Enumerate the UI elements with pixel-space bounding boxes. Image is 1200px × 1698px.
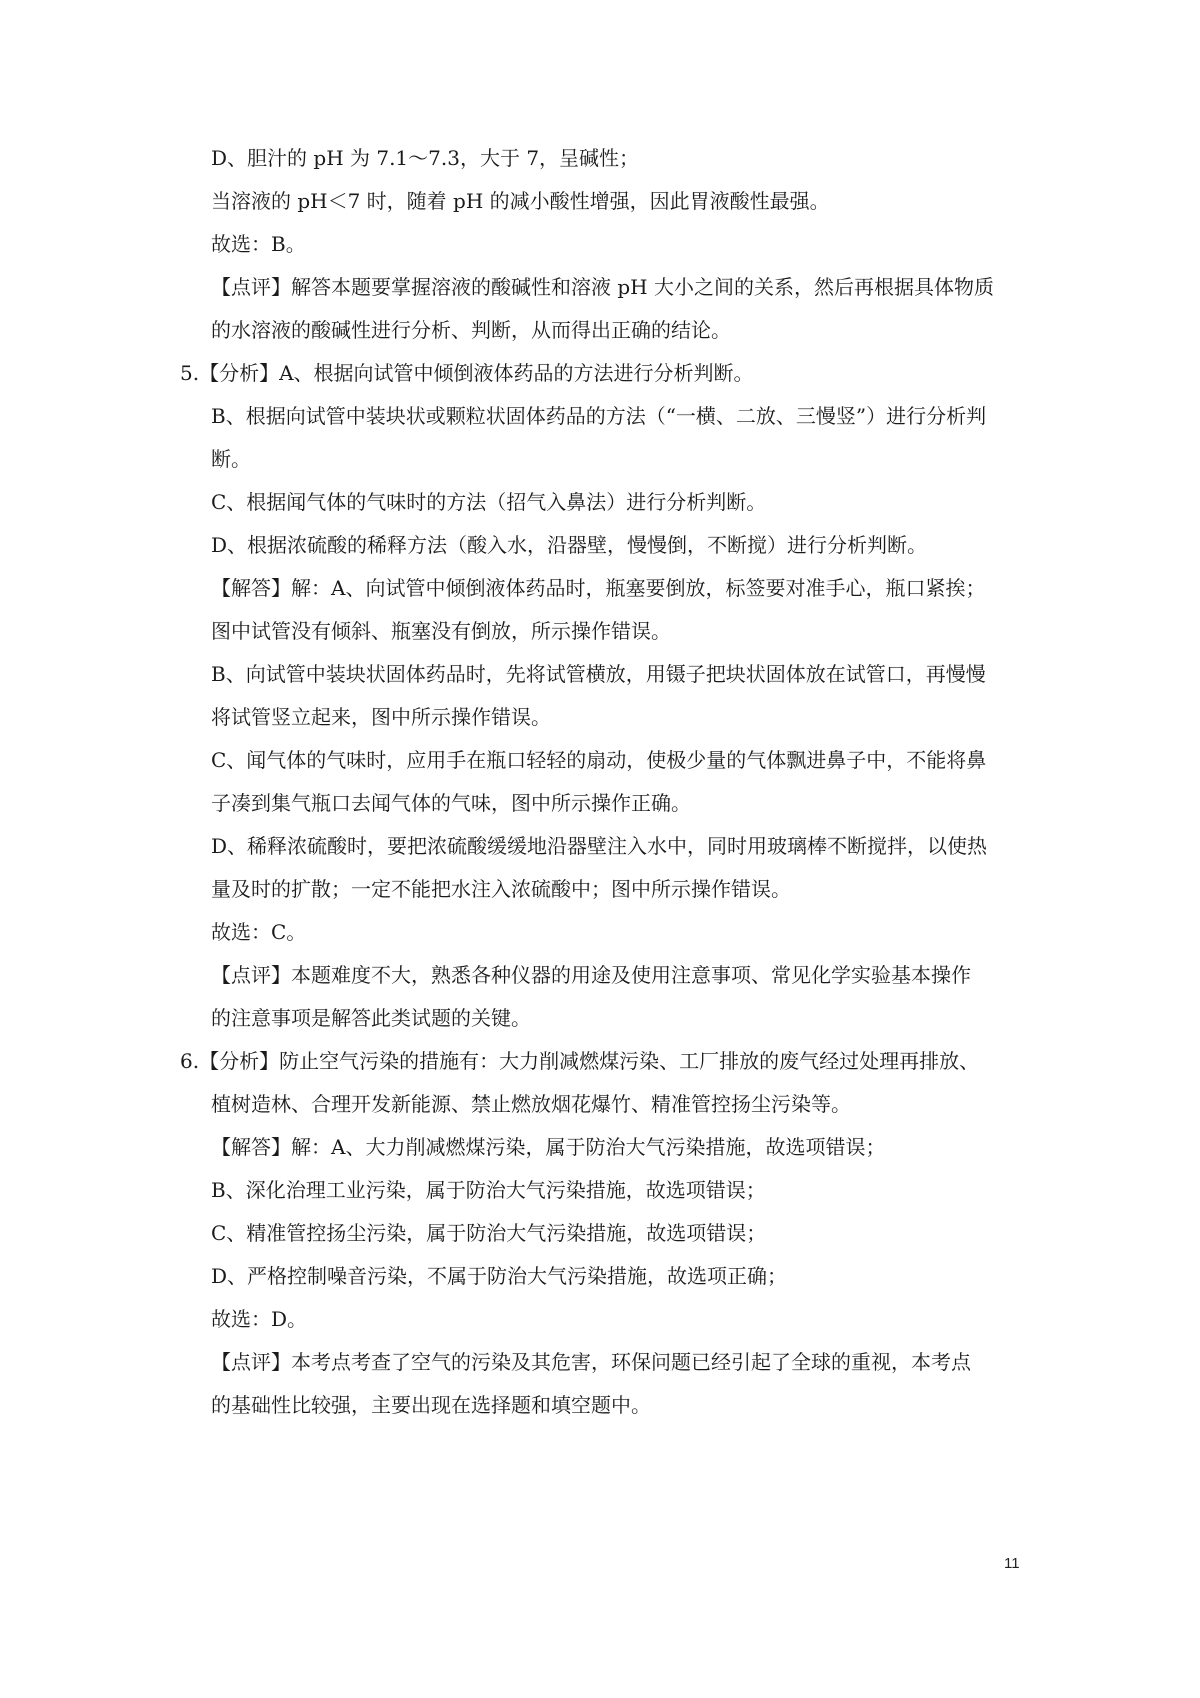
text-line: 【点评】解答本题要掌握溶液的酸碱性和溶液 pH 大小之间的关系，然后再根据具体物质 [211,275,994,299]
text-line: 【解答】解：A、向试管中倾倒液体药品时，瓶塞要倒放，标签要对准手心，瓶口紧挨； [211,576,986,600]
text-line: 故选：D。 [211,1307,308,1331]
text-line: 当溶液的 pH＜7 时，随着 pH 的减小酸性增强，因此胃液酸性最强。 [211,189,830,213]
page-number: 11 [1004,1555,1020,1572]
question-5-heading: 5.【分析】A、根据向试管中倾倒液体药品的方法进行分析判断。 [180,361,754,385]
text-line: 【点评】本题难度不大，熟悉各种仪器的用途及使用注意事项、常见化学实验基本操作 [211,963,971,987]
text-line: C、精准管控扬尘污染，属于防治大气污染措施，故选项错误； [211,1221,767,1245]
text-line: 子凑到集气瓶口去闻气体的气味，图中所示操作正确。 [211,791,691,815]
question-6-heading: 6.【分析】防止空气污染的措施有：大力削减燃煤污染、工厂排放的废气经过处理再排放、 [180,1049,980,1073]
text-line: D、稀释浓硫酸时，要把浓硫酸缓缓地沿器壁注入水中，同时用玻璃棒不断搅拌，以使热 [211,834,988,858]
text-line: 【解答】解：A、大力削减燃煤污染，属于防治大气污染措施，故选项错误； [211,1135,886,1159]
text-line: 将试管竖立起来，图中所示操作错误。 [211,705,551,729]
text-line: C、闻气体的气味时，应用手在瓶口轻轻的扇动，使极少量的气体飘进鼻子中，不能将鼻 [211,748,987,772]
text-line: D、胆汁的 pH 为 7.1～7.3，大于 7，呈碱性； [211,146,640,170]
text-line: 的注意事项是解答此类试题的关键。 [211,1006,531,1030]
text-line: B、根据向试管中装块状或颗粒状固体药品的方法（“一横、二放、三慢竖”）进行分析判 [211,404,987,428]
text-line: 植树造林、合理开发新能源、禁止燃放烟花爆竹、精准管控扬尘污染等。 [211,1092,851,1116]
text-line: 图中试管没有倾斜、瓶塞没有倒放，所示操作错误。 [211,619,671,643]
text-line: 的水溶液的酸碱性进行分析、判断，从而得出正确的结论。 [211,318,731,342]
text-line: B、向试管中装块状固体药品时，先将试管横放，用镊子把块状固体放在试管口，再慢慢 [211,662,986,686]
text-line: B、深化治理工业污染，属于防治大气污染措施，故选项错误； [211,1178,766,1202]
text-line: D、根据浓硫酸的稀释方法（酸入水，沿器壁，慢慢倒，不断搅）进行分析判断。 [211,533,928,557]
text-line: 【点评】本考点考查了空气的污染及其危害，环保问题已经引起了全球的重视，本考点 [211,1350,971,1374]
text-line: 量及时的扩散；一定不能把水注入浓硫酸中；图中所示操作错误。 [211,877,791,901]
text-line: D、严格控制噪音污染，不属于防治大气污染措施，故选项正确； [211,1264,788,1288]
text-line: C、根据闻气体的气味时的方法（招气入鼻法）进行分析判断。 [211,490,767,514]
text-line: 故选：C。 [211,920,307,944]
text-line: 故选：B。 [211,232,306,256]
text-line: 断。 [211,447,251,471]
text-line: 的基础性比较强，主要出现在选择题和填空题中。 [211,1393,651,1417]
